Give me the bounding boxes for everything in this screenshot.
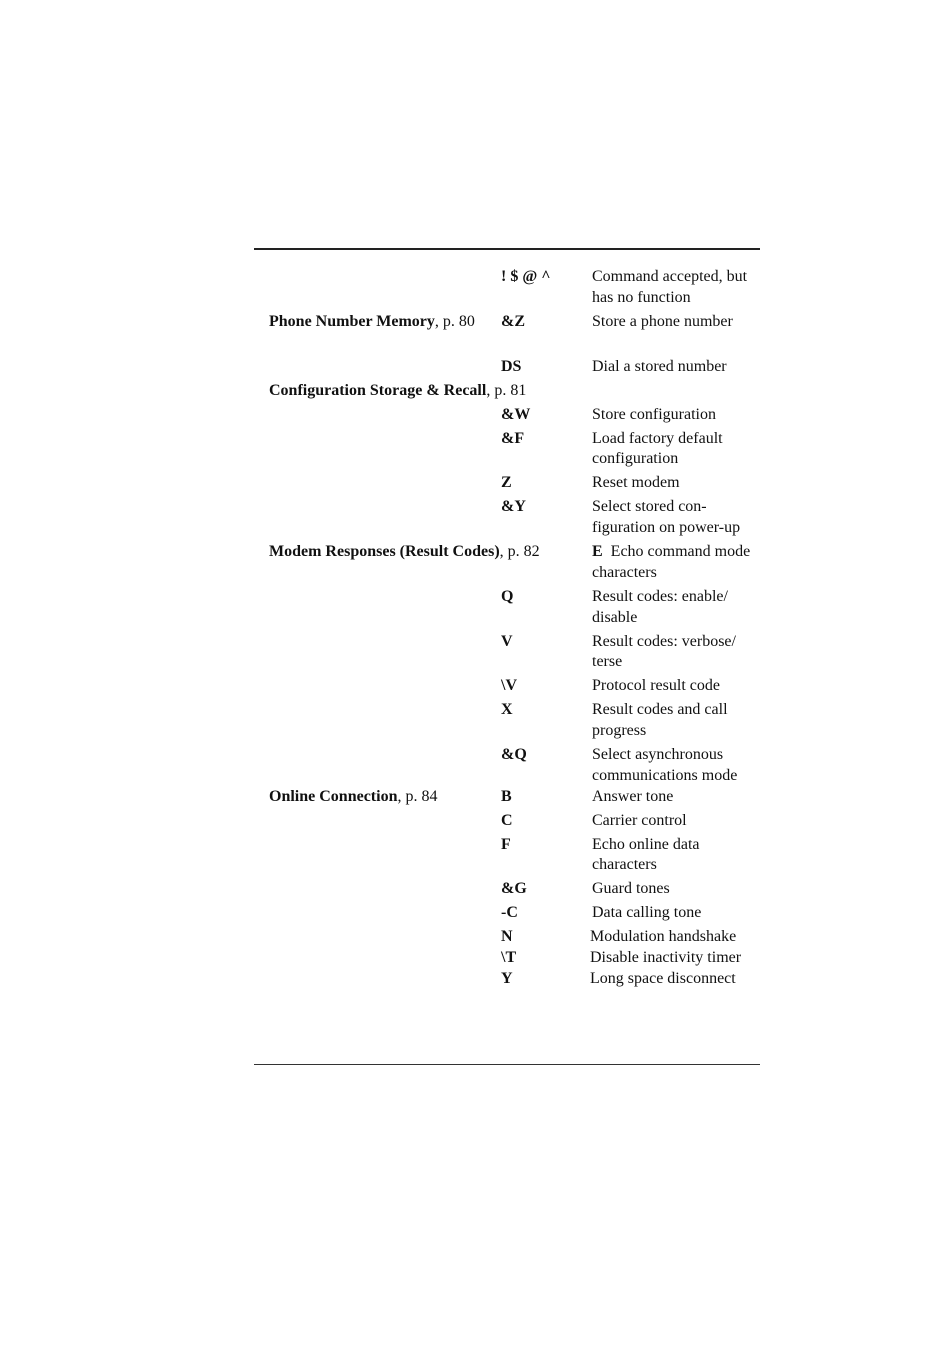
- command-code: X: [501, 701, 513, 718]
- command-description: characters: [592, 564, 657, 581]
- section-phone-number-memory: Phone Number Memory, p. 80: [269, 313, 475, 330]
- command-code: B: [501, 788, 512, 805]
- command-code: &Q: [501, 746, 527, 763]
- command-description: E Echo command mode: [592, 543, 751, 560]
- top-rule: [254, 248, 760, 250]
- command-description: Long space disconnect: [590, 970, 736, 987]
- command-code: Y: [501, 970, 513, 987]
- command-code: &W: [501, 406, 531, 423]
- command-description: has no function: [592, 289, 691, 306]
- command-code: \V: [501, 677, 517, 694]
- command-code: N: [501, 928, 513, 945]
- command-description: Dial a stored number: [592, 358, 727, 375]
- command-code: C: [501, 812, 513, 829]
- command-code: &F: [501, 430, 525, 447]
- command-code: Q: [501, 588, 514, 605]
- command-description: Carrier control: [592, 812, 687, 829]
- command-code: Z: [501, 474, 512, 491]
- command-description: configuration: [592, 450, 679, 467]
- command-description: Store configuration: [592, 406, 716, 423]
- command-description: progress: [592, 722, 647, 739]
- command-description: Modulation handshake: [590, 928, 737, 945]
- command-description: Select asynchronous: [592, 746, 724, 763]
- command-description: terse: [592, 653, 623, 670]
- command-description: Protocol result code: [592, 677, 720, 694]
- command-description: Command accepted, but: [592, 268, 748, 285]
- command-description: Result codes and call: [592, 701, 728, 718]
- command-description: characters: [592, 856, 657, 873]
- command-code: &Y: [501, 498, 526, 515]
- command-code: E: [592, 543, 603, 560]
- command-code: DS: [501, 358, 522, 375]
- command-description: Answer tone: [592, 788, 674, 805]
- command-code: -C: [501, 904, 518, 921]
- command-description: Disable inactivity timer: [590, 949, 742, 966]
- command-code: V: [501, 633, 513, 650]
- command-description: figuration on power-up: [592, 519, 741, 536]
- command-description: Select stored con-: [592, 498, 707, 515]
- command-description: Result codes: enable/: [592, 588, 728, 605]
- command-code: F: [501, 836, 511, 853]
- bottom-rule: [254, 1064, 760, 1065]
- section-modem-responses: Modem Responses (Result Codes), p. 82: [269, 543, 540, 560]
- command-code: ! $ @ ^: [501, 268, 551, 285]
- command-description: Reset modem: [592, 474, 680, 491]
- command-description: Data calling tone: [592, 904, 702, 921]
- command-description: Result codes: verbose/: [592, 633, 736, 650]
- command-code: \T: [501, 949, 517, 966]
- command-description: disable: [592, 609, 638, 626]
- command-description: Guard tones: [592, 880, 670, 897]
- command-description: Load factory default: [592, 430, 723, 447]
- section-online-connection: Online Connection, p. 84: [269, 788, 438, 805]
- command-description: communications mode: [592, 767, 738, 784]
- section-configuration-storage-recall: Configuration Storage & Recall, p. 81: [269, 382, 527, 399]
- command-code: &Z: [501, 313, 525, 330]
- command-description: Echo online data: [592, 836, 700, 853]
- command-code: &G: [501, 880, 527, 897]
- command-description: Store a phone number: [592, 313, 733, 330]
